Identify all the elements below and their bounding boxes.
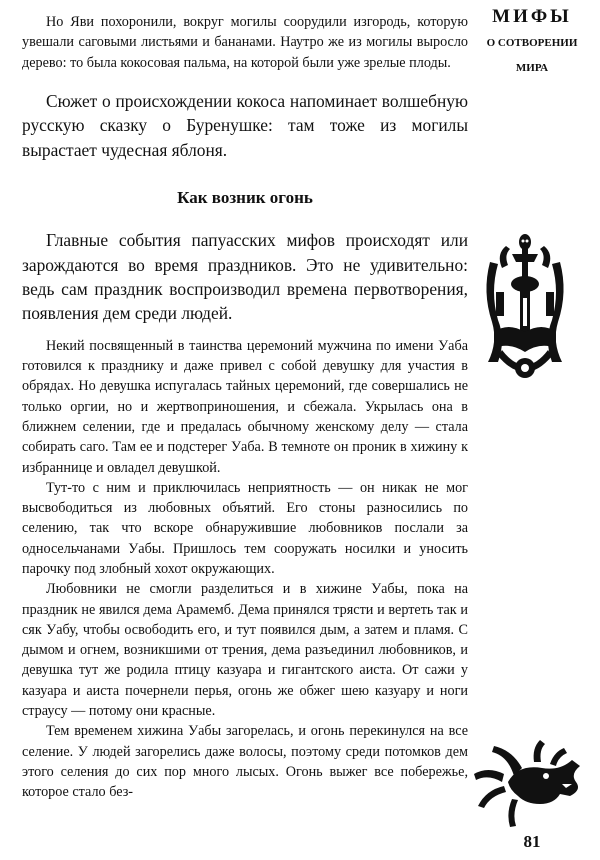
paragraph-coconut-comparison: Сюжет о происхождении кокоса напоминает волшебную русскую сказку о Буренушке: там тоже из могилы вырастает чудесная яблоня. bbox=[22, 90, 468, 160]
paragraph-uaba: Некий посвященный в таинства церемоний мужчина по имени Уаба готовился к празднику и даже привел с собой девушку для участия в обрядах. Но девушка испугалась тайных церемоний, где совершались не только оргии, но и жертвоприношения, и сбежала. Укрылась она в ближнем селении, где и предалась обычному женскому делу — стала собирать саго. Там ее и подстерег Уаба. В темноте он проник в хижину к избраннице и овладел девушкой. bbox=[22, 337, 468, 476]
paragraph-festivals: Главные события папуасских мифов происходят или зарождаются во время праздников. Это не удивительно: ведь сам праздник воспроизводил времена первотворения, появления дем среди людей. bbox=[22, 230, 468, 324]
paragraph-fire: Тем временем хижина Уабы загорелась, и огонь перекинулся на все селение. У людей загорелись даже волосы, поэтому среди потомков дем этого селения до сих пор много лысых. Огонь выжег все побережье, которое стало без- bbox=[22, 723, 468, 801]
page-number: 81 bbox=[523, 832, 541, 851]
series-subtitle-line-1: О СОТВОРЕНИИ bbox=[486, 37, 578, 49]
dragon-head-ornament-icon bbox=[474, 738, 586, 828]
series-subtitle-line-2: МИРА bbox=[515, 62, 549, 74]
main-text-column bbox=[22, 12, 468, 803]
paragraph-trouble: Тут-то с ним и приключилась неприятность — он никак не мог высвободиться из любовных объятий. Его стоны разносились по селению, так что вскоре обнаружившие любовников послали за односельчанами Уабы. Пришлось тем сооружать носилки и уносить парочку под злобный хохот окружающих. bbox=[22, 479, 468, 577]
section-heading: Как возник огонь bbox=[177, 188, 313, 208]
paragraph-burial: Но Яви похоронили, вокруг могилы соорудили изгородь, которую увешали саговыми листьями и бананами. Наутро же из могилы выросло дерево: то была кокосовая пальма, на которой были уже зрелые плоды. bbox=[22, 14, 468, 71]
series-title: МИФЫ bbox=[492, 6, 572, 27]
papuan-figure-ornament-icon bbox=[482, 232, 568, 382]
paragraph-aramemb: Любовники не смогли разделиться и в хижине Уабы, пока на праздник не явился дема Арамемб. Дема принялся трясти и вертеть так и сяк Уабу, чтобы освободить его, и тут появился дым, а затем и пламя. С дымом и огнем, возникшими от трения, дема разъединил любовников, и девушка тут же родила птицу казуара и гигантского аиста. От сажи у казуара и аиста почернели перья, огонь же обжег шею казуару и ноги страусу — потому они красные. bbox=[22, 581, 468, 720]
